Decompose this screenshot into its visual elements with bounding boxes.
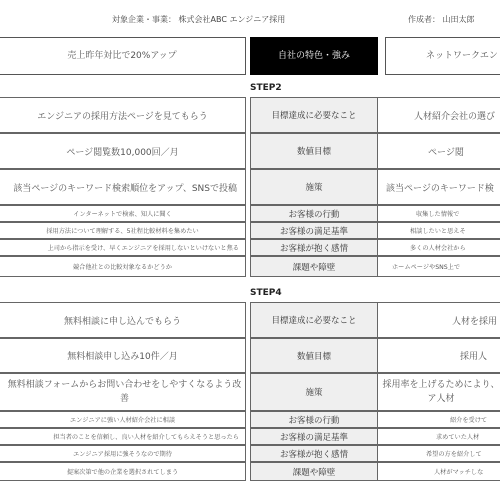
step4-action: エンジニアに強い人材紹介会社に相談 (0, 411, 246, 428)
step2-goal: エンジニアの採用方法ページを見てもらう (0, 97, 246, 133)
step2-measure: 該当ページのキーワード検索順位をアップ、SNSで投稿 (0, 169, 246, 205)
step2-barrier-right: ホームページやSNS上で (378, 256, 500, 277)
step4-criteria-right: 求めていた人材 (378, 428, 500, 445)
step2-kpi-right: ページ閲 (378, 133, 500, 169)
step4-kpi: 無料相談申し込み10件／月 (0, 338, 246, 373)
step4-criteria: 担当者のことを信頼し、良い人材を紹介してもらえそうと思ったら (0, 428, 246, 445)
step4-measure-label: 施策 (250, 373, 378, 411)
network-box: ネットワークエン (385, 37, 500, 75)
step2-action-label: お客様の行動 (250, 205, 378, 222)
step4-action-right: 紹介を受けて (378, 411, 500, 428)
step4-title: STEP4 (250, 288, 282, 298)
step2-goal-right: 人材紹介会社の選び (378, 97, 500, 133)
step4-barrier: 提案次第で他の企業を選択されてしまう (0, 462, 246, 481)
step2-feeling-right: 多くの人材会社から (378, 239, 500, 256)
step4-barrier-label: 課題や障壁 (250, 462, 378, 481)
step4-goal-label: 目標達成に必要なこと (250, 302, 378, 338)
step2-measure-label: 施策 (250, 169, 378, 205)
step2-barrier-label: 課題や障壁 (250, 256, 378, 277)
step4-action-label: お客様の行動 (250, 411, 378, 428)
step2-criteria: 採用方法について理解する、5社程比較材料を集めたい (0, 222, 246, 239)
step2-measure-right: 該当ページのキーワード検 (378, 169, 500, 205)
step2-action-right: 収集した情報で (378, 205, 500, 222)
author-label: 作成者： 山田太郎 (408, 15, 475, 24)
step2-kpi-label: 数値目標 (250, 133, 378, 169)
step2-action: インターネットで検索、知人に聞く (0, 205, 246, 222)
step4-feeling-label: お客様が抱く感情 (250, 445, 378, 462)
step4-kpi-right: 採用人 (378, 338, 500, 373)
step4-goal: 無料相談に申し込んでもらう (0, 302, 246, 338)
step2-criteria-right: 相談したいと思えそ (378, 222, 500, 239)
step2-feeling-label: お客様が抱く感情 (250, 239, 378, 256)
step4-feeling-right: 希望の方を紹介して (378, 445, 500, 462)
step4-kpi-label: 数値目標 (250, 338, 378, 373)
step4-criteria-label: お客様の満足基準 (250, 428, 378, 445)
step4-goal-right: 人材を採用 (378, 302, 500, 338)
step2-feeling: 上司から指示を受け、早くエンジニアを採用しないといけないと焦る (0, 239, 246, 256)
step2-goal-label: 目標達成に必要なこと (250, 97, 378, 133)
step2-barrier: 競合他社との比較対象なるかどうか (0, 256, 246, 277)
step4-measure: 無料相談フォームからお問い合わせをしやすくなるよう改善 (0, 373, 246, 411)
step2-title: STEP2 (250, 83, 282, 93)
step4-barrier-right: 人材がマッチしな (378, 462, 500, 481)
goal-box: 売上昨年対比で20%アップ (0, 37, 246, 75)
company-label: 対象企業・事業： 株式会社ABC エンジニア採用 (112, 15, 286, 24)
step2-kpi: ページ閲覧数10,000回／月 (0, 133, 246, 169)
step4-feeling: エンジニア採用に強そうなので期待 (0, 445, 246, 462)
step2-criteria-label: お客様の満足基準 (250, 222, 378, 239)
strength-box: 自社の特色・強み (250, 37, 378, 75)
step4-measure-right: 採用率を上げるためにより、ア人材 (378, 373, 500, 411)
